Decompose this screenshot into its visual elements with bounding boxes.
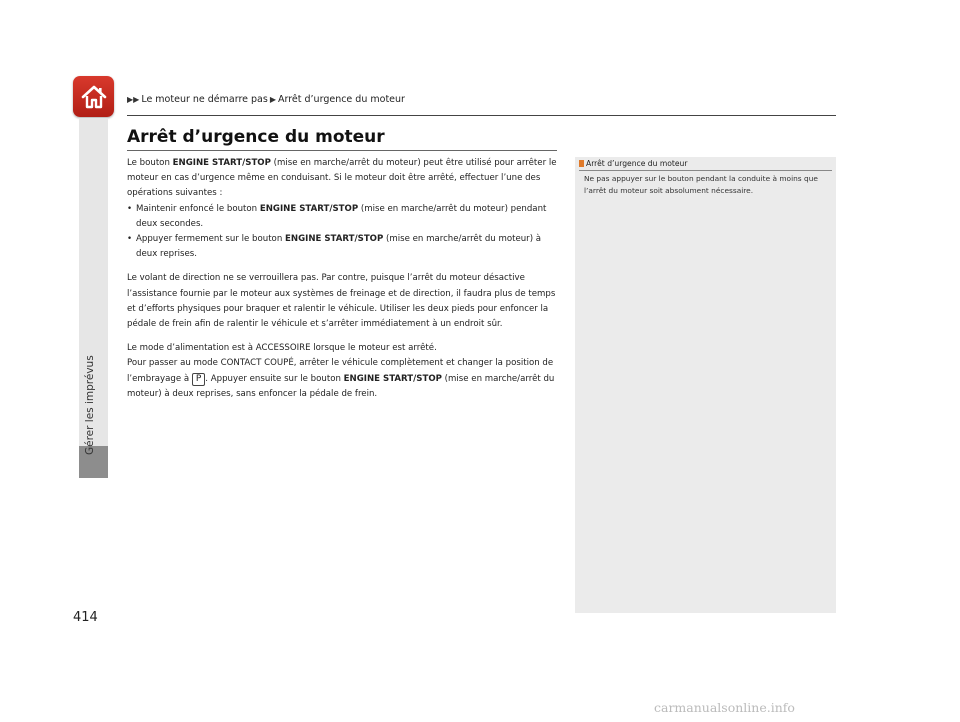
main-content — [127, 156, 563, 411]
page-number: 414 — [73, 610, 98, 625]
bullet-icon: • — [127, 234, 133, 245]
breadcrumb — [127, 94, 405, 105]
breadcrumb-current: Arrêt d’urgence du moteur — [277, 94, 405, 105]
watermark: carmanualsonline.info — [654, 700, 795, 715]
breadcrumb-link-1[interactable]: Le moteur ne démarre pas — [141, 94, 268, 105]
note-sidebar — [575, 157, 836, 613]
breadcrumb-arrow-icon: ▶▶ — [127, 95, 140, 104]
home-button[interactable] — [73, 76, 114, 117]
list-item: • Appuyer fermement sur le bouton ENGINE START/STOP (mise en marche/arrêt du moteur) à deux reprises. — [127, 232, 563, 262]
title-rule — [127, 150, 557, 151]
chapter-label: Gérer les imprévus — [84, 355, 96, 455]
note-marker-icon — [579, 160, 584, 167]
breadcrumb-arrow-icon: ▶ — [269, 95, 276, 104]
paragraph-intro: Le bouton ENGINE START/STOP (mise en marche/arrêt du moteur) peut être utilisé pour arrêter le moteur en cas d’urgence même en conduisant. Si le moteur doit être arrêté, effectuer l’une des opérations suivantes : — [127, 158, 557, 199]
header-rule — [127, 115, 836, 116]
list-item: • Maintenir enfoncé le bouton ENGINE START/STOP (mise en marche/arrêt du moteur) pendant deux secondes. — [127, 202, 563, 232]
gear-p-key: P — [192, 373, 205, 386]
bullet-icon: • — [127, 203, 133, 214]
home-icon — [80, 84, 108, 110]
note-text: Ne pas appuyer sur le bouton pendant la conduite à moins que l’arrêt du moteur soit absolument nécessaire. — [584, 174, 818, 195]
paragraph-steering: Le volant de direction ne se verrouillera pas. Par contre, puisque l’arrêt du moteur désactive l’assistance fournie par le moteur aux systèmes de freinage et de direction, il faudra plus de temps et d’efforts physiques pour braquer et ralentir le véhicule. Utiliser les deux pieds pour enfoncer la pédale de frein afin de ralentir le véhicule et s’arrêter immédiatement à un endroit sûr. — [127, 273, 556, 330]
paragraph-power-mode: Le mode d’alimentation est à ACCESSOIRE lorsque le moteur est arrêté. Pour passer au mode CONTACT COUPÉ, arrêter le véhicule complètement et changer la position de l’embrayage à P . Appuyer ensuite sur le bouton ENGINE START/STOP (mise en marche/arrêt du moteur) à deux reprises, sans enfoncer la pédale de frein. — [127, 343, 555, 399]
note-rule — [579, 170, 832, 171]
page-title: Arrêt d’urgence du moteur — [127, 127, 385, 147]
note-heading: Arrêt d’urgence du moteur — [579, 159, 687, 168]
